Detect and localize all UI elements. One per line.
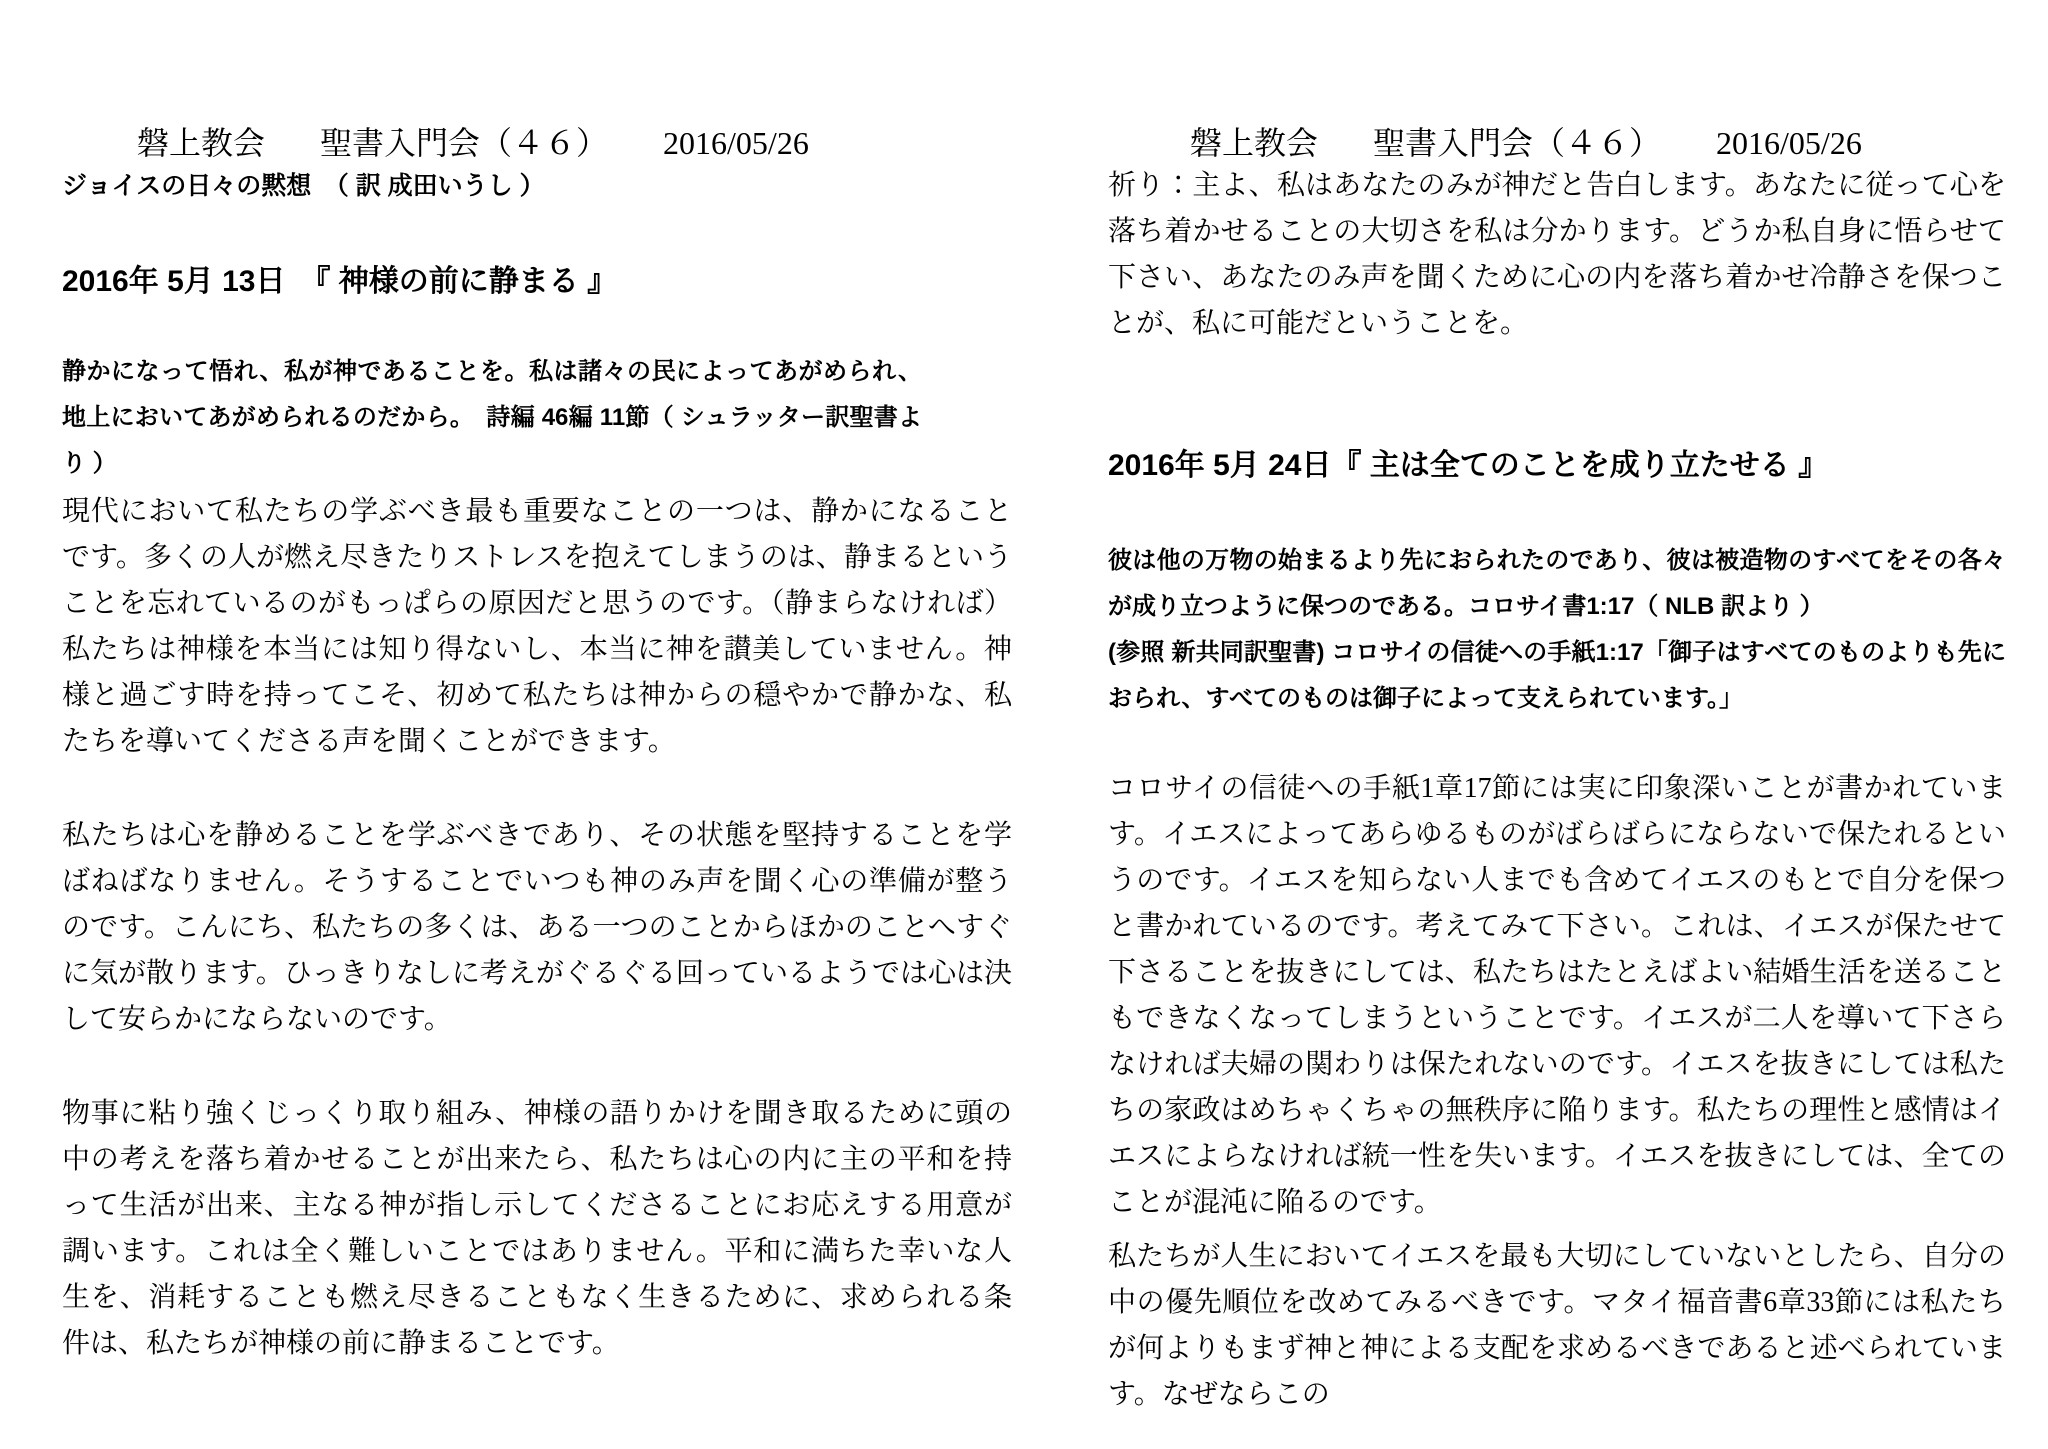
scripture-block-left [62,349,922,487]
devotional-subtitle: ジョイスの日々の黙想 （ 訳 成田いうし ） [62,172,545,200]
scripture-quote-psalm: 静かになって悟れ、私が神であることを。私は諸々の民によってあがめられ、地上においてあがめられるのだから。 詩編 46編 11節（ シュラッター訳聖書より ） [62,358,922,477]
document-date: 2016/05/26 [663,125,809,161]
body-paragraph: 現代において私たちの学ぶべき最も重要なことの一つは、静かになることです。多くの人が燃え尽きたりストレスを抱えてしまうのは、静まるということを忘れているのがもっぱらの原因だと思うのです。（静まらなければ）私たちは神様を本当には知り得ないし、本当に神を讃美していません。神様と過ごす時を持ってこそ、初めて私たちは神からの穏やかで静かな、私たちを導いてくださる声を聞くことができます。 [62,496,1012,757]
scripture-quote-colossians: 彼は他の万物の始まるより先におられたのであり、彼は被造物のすべてをその各々が成り立つように保つのである。コロサイ書1:17（ NLB 訳より ） [1108,547,2006,620]
entry-heading-may24: 2016年 5月 24日『 主は全てのことを成り立たせる 』 [1108,449,1829,482]
scripture-block-right [1108,538,2006,722]
church-name: 磐上教会 [137,125,266,161]
session-title: 聖書入門会（４６） [320,125,609,161]
body-paragraph: 私たちが人生においてイエスを最も大切にしていないとしたら、自分の中の優先順位を改めてみるべきです。マタイ福音書6章33節には私たちが何よりもまず神と神による支配を求めるべきであると述べられています。なぜならこの [1108,1241,2006,1410]
body-paragraph: 私たちは心を静めることを学ぶべきであり、その状態を堅持することを学ばねばなりません。そうすることでいつも神のみ声を聞く心の準備が整うのです。こんにち、私たちの多くは、ある一つのことからほかのことへすぐに気が散ります。ひっきりなしに考えがぐるぐる回っているようでは心は決して安らかにならないのです。 [62,820,1012,1035]
prayer-paragraph: 祈り：主よ、私はあなたのみが神だと告白します。あなたに従って心を落ち着かせることの大切さを私は分かります。どうか私自身に悟らせて下さい、あなたのみ声を聞くために心の内を落ち着かせ冷静さを保つことが、私に可能だということを。 [1108,170,2006,339]
document-header [1190,118,1862,164]
document-header [137,118,809,164]
body-paragraph: コロサイの信徒への手紙1章17節には実に印象深いことが書かれています。イエスによってあらゆるものがばらばらにならないで保たれるというのです。イエスを知らない人までも含めてイエスのもとで自分を保つと書かれているのです。考えてみて下さい。これは、イエスが保たせて下さることを抜きにしては、私たちはたとえばよい結婚生活を送ることもできなくなってしまうということです。イエスが二人を導いて下さらなければ夫婦の関わりは保たれないのです。イエスを抜きにしては私たちの家政はめちゃくちゃの無秩序に陥ります。私たちの理性と感情はイエスによらなければ統一性を失います。イエスを抜きにしては、全てのことが混沌に陥るのです。 [1108,773,2006,1218]
document-date: 2016/05/26 [1716,125,1862,161]
church-name: 磐上教会 [1190,125,1319,161]
body-paragraph: 物事に粘り強くじっくり取り組み、神様の語りかけを聞き取るために頭の中の考えを落ち着かせることが出来たら、私たちは心の内に主の平和を持って生活が出来、主なる神が指し示してくださることにお応えする用意が調います。これは全く難しいことではありません。平和に満ちた幸いな人生を、消耗することも燃え尽きることもなく生きるために、求められる条件は、私たちが神様の前に静まることです。 [62,1098,1012,1359]
page-right [1108,0,2006,1449]
scripture-reference-colossians: (参照 新共同訳聖書) コロサイの信徒への手紙1:17「御子はすべてのものよりも先におられ、すべてのものは御子によって支えられています。」 [1108,639,2006,712]
page-left [62,0,1012,1449]
entry-heading-may13: 2016年 5月 13日 『 神様の前に静まる 』 [62,265,618,298]
session-title: 聖書入門会（４６） [1373,125,1662,161]
